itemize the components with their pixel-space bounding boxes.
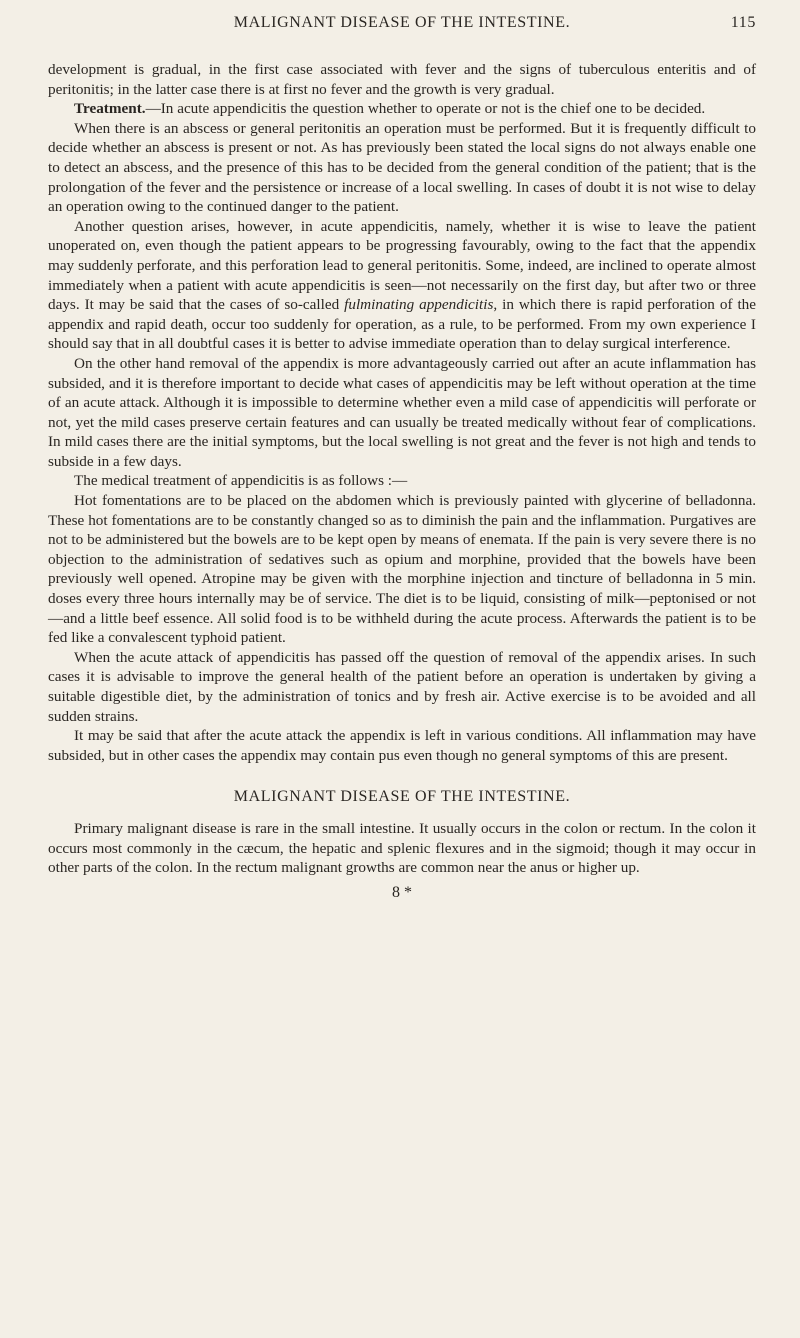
paragraph-4: Another question arises, however, in acute appendicitis, namely, whether it is wise to leave the patient unoperated on, even though the patient appears to be progressing favourably, owing to the fact that the appendix may suddenly perforate, and this perforation lead to general peritonitis. Some, indeed, are inclined to operate almost immediately when a patient with acute appendicitis is seen—not necessarily on the first day, but after two or three days. It may be said that the cases of so-called fulminating appendicitis, in which there is rapid perforation of the appendix and rapid death, occur too suddenly for operation, as a rule, to be performed. From my own experience I should say that in all doubtful cases it is better to advise immediate operation than to delay surgical interference. — [48, 217, 756, 353]
treatment-run-in-heading: Treatment. — [74, 100, 146, 118]
paragraph-3: When there is an abscess or general peritonitis an operation must be performed. But it is frequently difficult to decide whether an abscess is present or not. As has previously been stated the local signs do not always enable one to detect an abscess, and the presence of this has to be decided from the general condition of the patient; that is the prolongation of the fever and the persistence or increase of a local swelling. In cases of doubt it is not wise to delay an operation owing to the continued danger to the patient. — [48, 119, 756, 216]
section-paragraph-1: Primary malignant disease is rare in the small intestine. It usually occurs in the colon or rectum. In the colon it occurs most commonly in the cæcum, the hepatic and splenic flexures and in the sigmoid; though it may occur in other parts of the colon. In the rectum malignant growths are common near the anus or higher up. — [48, 819, 756, 877]
paragraph-6: The medical treatment of appendicitis is as follows :— — [74, 472, 408, 490]
paragraph-8: When the acute attack of appendicitis has passed off the question of removal of the appendix arises. In such cases it is advisable to improve the general health of the patient before an operation is undertaken by giving a suitable digestible diet, by the administration of tonics and by fresh air. Active exercise is to be avoided and all sudden strains. — [48, 648, 756, 725]
paragraph-9: It may be said that after the acute attack the appendix is left in various conditions. All inflammation may have subsided, but in other cases the appendix may contain pus even though no general symptoms of this are present. — [48, 727, 756, 764]
paragraph-1: development is gradual, in the first case associated with fever and the signs of tuberculous enteritis and of peritonitis; in the latter case there is at first no fever and the growth is very gradual. — [48, 61, 756, 98]
page-header — [48, 8, 756, 38]
running-title: MALIGNANT DISEASE OF THE INTESTINE. — [233, 14, 571, 31]
signature-mark: 8 * — [392, 883, 412, 901]
page-number: 115 — [730, 14, 756, 31]
paragraph-7: Hot fomentations are to be placed on the abdomen which is previously painted with glycerine of belladonna. These hot fomentations are to be constantly changed so as to diminish the pain and the inflammation. Purgatives are not to be administered but the bowels are to be kept open by means of enemata. If the pain is very severe there is no objection to the administration of sedatives such as opium and morphine, provided that the bowels have been previously well opened. Atropine may be given with the morphine injection and tincture of belladonna in 5 min. doses every three hours internally may be of service. The diet is to be liquid, consisting of milk—peptonised or not—and a little beef essence. All solid food is to be withheld during the acute process. Afterwards the patient is to be fed like a convalescent typhoid patient. — [48, 492, 756, 647]
paragraph-treatment: Treatment.—In acute appendicitis the question whether to operate or not is the chief one to be decided. — [74, 100, 706, 118]
paragraph-5: On the other hand removal of the appendix is more advantageously carried out after an acute inflammation has subsided, and it is therefore important to decide what cases of appendicitis may be left without operation at the time of an acute attack. Although it is impossible to determine whether even a mild case of appendicitis will perforate or not, yet the mild cases preserve certain features and can usually be treated medically without fear of complications. In mild cases there are the initial symptoms, but the local swelling is not great and the fever is not high and tends to subside in a few days. — [48, 354, 756, 470]
section-heading: MALIGNANT DISEASE OF THE INTESTINE. — [233, 788, 571, 806]
page-body — [48, 60, 756, 878]
italic-term: fulminating appendicitis — [344, 296, 494, 314]
